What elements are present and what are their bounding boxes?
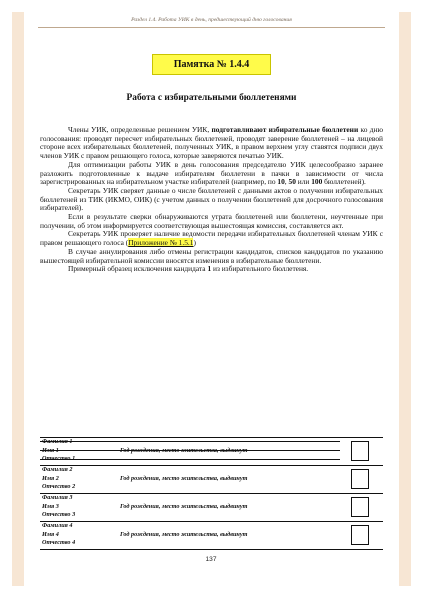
candidate-name: Имя 4 <box>42 530 59 538</box>
candidate-name: Имя 2 <box>42 474 59 482</box>
ballot-row <box>40 465 383 493</box>
candidate-surname: Фамилия 2 <box>42 466 73 473</box>
candidate-surname: Фамилия 4 <box>42 522 73 529</box>
paragraph-transfer-check <box>40 230 383 247</box>
candidate-name: Имя 3 <box>42 502 59 510</box>
paragraph-text: Члены УИК, определенные решением УИК, <box>68 125 212 134</box>
left-margin-band <box>12 12 24 586</box>
candidate-details: Год рождения, место жительства, выдвинут <box>120 447 248 454</box>
header-divider <box>38 27 385 28</box>
paragraph-discrepancy: Если в результате сверки обнаруживаются утрата бюллетеней или бюллетени, неучтенные при получении, об этом информируется соответствующая вышестоящая комиссия, составляется акт. <box>40 212 383 230</box>
running-header: Раздел 1.4. Работа УИК в день, предшествующий дню голосования <box>131 17 292 23</box>
body-text <box>40 126 383 274</box>
candidate-name-block <box>42 466 122 492</box>
paragraph-text: из избирательного бюллетеня. <box>211 264 309 274</box>
paragraph-sample-intro <box>40 265 383 274</box>
paragraph-text: бюллетеней). <box>322 177 366 187</box>
page-number: 137 <box>205 556 217 563</box>
paragraph-text: Секретарь УИК проверяет наличие ведомости передачи избирательных бюллетеней членам УИК с правом решающего голоса ( <box>40 229 383 248</box>
candidate-name-block <box>42 522 122 548</box>
paragraph-emphasis: 50 <box>288 177 296 187</box>
candidate-details: Год рождения, место жительства, выдвинут <box>120 503 248 510</box>
candidate-patronymic: Отчество 1 <box>42 455 76 463</box>
candidate-patronymic: Отчество 2 <box>42 483 76 491</box>
paragraph-reconciliation: Секретарь УИК сверяет данные о числе бюллетеней с данными актов о получении избирательных бюллетеней из ТИК (ИКМО, ОИК) (с учетом данных о получении бюллетеней для досрочного голосования избирателей). <box>40 185 383 213</box>
strike-through-line <box>40 450 340 451</box>
appendix-link[interactable]: Приложение № 1.5.1 <box>128 238 194 248</box>
paragraph-text: или <box>295 177 312 187</box>
paragraph-emphasis: 10 <box>277 177 285 187</box>
sample-ballot <box>40 437 383 549</box>
table-bottom-border <box>40 549 383 550</box>
paragraph-text: , <box>284 177 289 187</box>
paragraph-emphasis: подготавливают избирательные бюллетени <box>211 125 359 134</box>
paragraph-annulment: В случае аннулирования либо отмены регистрации кандидатов, списков кандидатов по указанию вышестоящей избирательной комиссии вносятся изменения в избирательные бюллетени. <box>40 246 383 265</box>
candidate-surname: Фамилия 3 <box>42 494 73 501</box>
memo-number-badge: Памятка № 1.4.4 <box>152 54 271 75</box>
candidate-name-block <box>42 494 122 520</box>
vote-box <box>351 469 369 489</box>
strike-through-line <box>40 459 340 460</box>
ballot-row <box>40 493 383 521</box>
paragraph-emphasis: 1 <box>207 264 212 274</box>
ballot-row <box>40 437 383 465</box>
candidate-patronymic: Отчество 3 <box>42 511 76 519</box>
candidate-name: Имя 1 <box>42 446 59 454</box>
page-title: Работа с избирательными бюллетенями <box>126 93 297 103</box>
candidate-details: Год рождения, место жительства, выдвинут <box>120 475 248 482</box>
paragraph-text: Для оптимизации работы УИК в день голосования председателю УИК целесообразно заранее разложить подготовленные к выдаче избирателям бюллетени в пачки в зависимости от числа зарегистрированных на избирательном участке избирателей (например, по <box>40 159 383 187</box>
paragraph-text: Примерный образец исключения кандидата <box>68 264 208 274</box>
strike-through-line <box>40 441 340 442</box>
ballot-row <box>40 521 383 549</box>
candidate-surname: Фамилия 1 <box>42 438 73 445</box>
paragraph-text: ) <box>193 238 196 248</box>
right-margin-band <box>399 12 411 586</box>
candidate-patronymic: Отчество 4 <box>42 539 76 547</box>
vote-box <box>351 497 369 517</box>
paragraph-preparation <box>40 126 383 161</box>
vote-box <box>351 441 369 461</box>
paragraph-optimization <box>40 161 383 187</box>
paragraph-emphasis: 100 <box>311 177 323 187</box>
vote-box <box>351 525 369 545</box>
candidate-details: Год рождения, место жительства, выдвинут <box>120 531 248 538</box>
paragraph-text: ко дню голосования: проводят пересчет избирательных бюллетеней, проводят заверение бюллетеней – на лицевой стороне всех избирательных бюллетеней, полученных УИК, в правом верхнем углу ставятся подписи двух членов УИК с правом решающего голоса, которые заверяются печатью УИК. <box>40 125 383 161</box>
